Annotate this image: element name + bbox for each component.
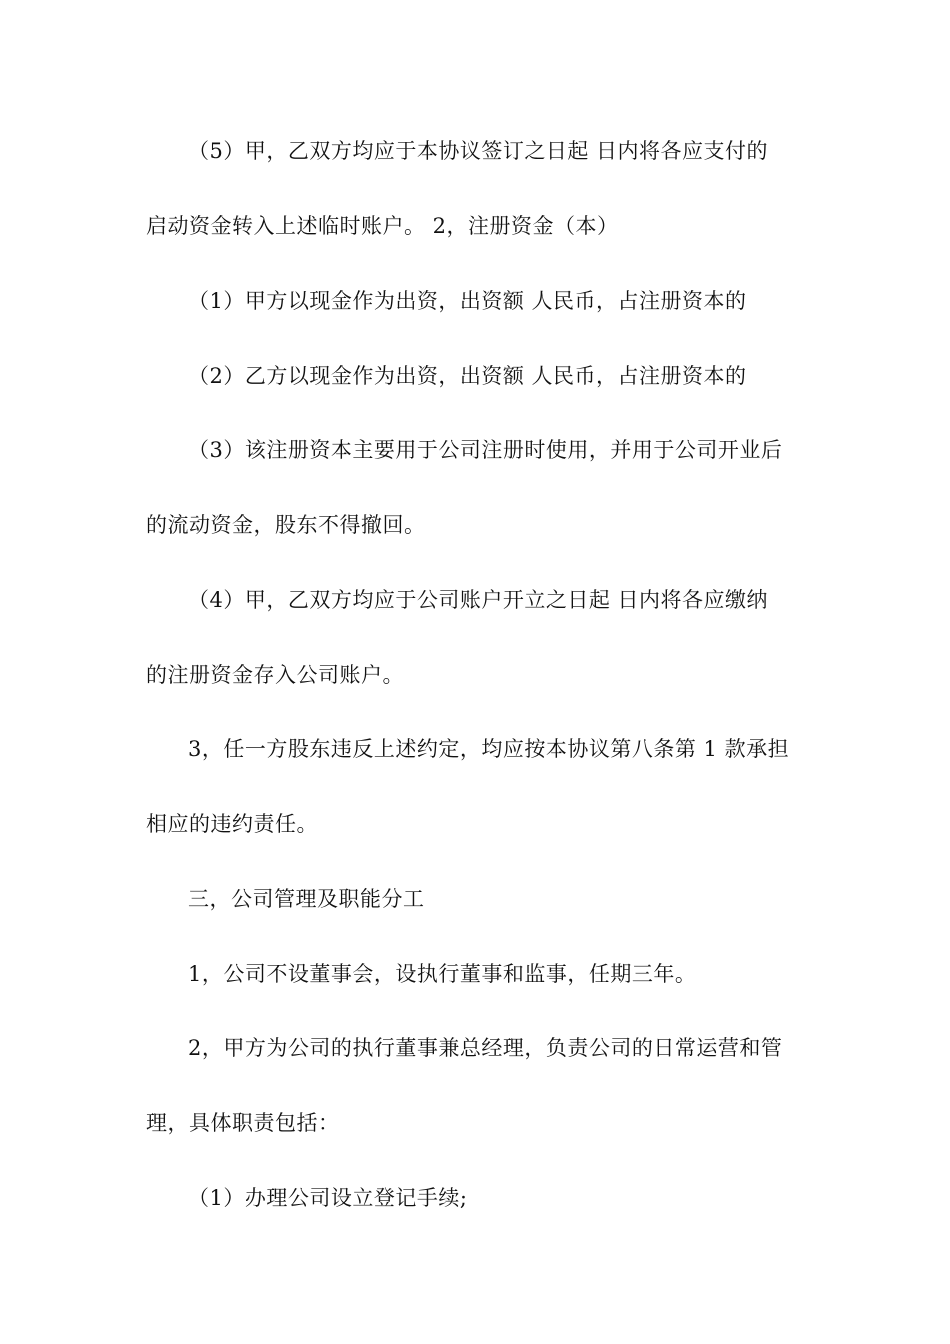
paragraph-line: 理，具体职责包括： (146, 1111, 340, 1135)
paragraph-line: （4）甲，乙双方均应于公司账户开立之日起 日内将各应缴纳 (188, 588, 769, 612)
paragraph-line: （3）该注册资本主要用于公司注册时使用，并用于公司开业后 (188, 438, 783, 462)
paragraph-line: （1）办理公司设立登记手续; (188, 1186, 468, 1210)
paragraph-line: 2，甲方为公司的执行董事兼总经理，负责公司的日常运营和管 (188, 1036, 783, 1060)
paragraph-line: （5）甲，乙双方均应于本协议签订之日起 日内将各应支付的 (188, 139, 769, 163)
section-heading: 三，公司管理及职能分工 (188, 887, 425, 911)
paragraph-line: 3，任一方股东违反上述约定，均应按本协议第八条第 1 款承担 (188, 737, 790, 761)
paragraph-line: 1，公司不设董事会，设执行董事和监事，任期三年。 (188, 962, 697, 986)
paragraph-line: 相应的违约责任。 (146, 812, 318, 836)
paragraph-line: （1）甲方以现金作为出资，出资额 人民币，占注册资本的 (188, 289, 747, 313)
paragraph-line: 启动资金转入上述临时账户。 2，注册资金（本） (146, 214, 619, 238)
paragraph-line: （2）乙方以现金作为出资，出资额 人民币，占注册资本的 (188, 364, 747, 388)
paragraph-line: 的流动资金，股东不得撤回。 (146, 513, 426, 537)
paragraph-line: 的注册资金存入公司账户。 (146, 663, 404, 687)
